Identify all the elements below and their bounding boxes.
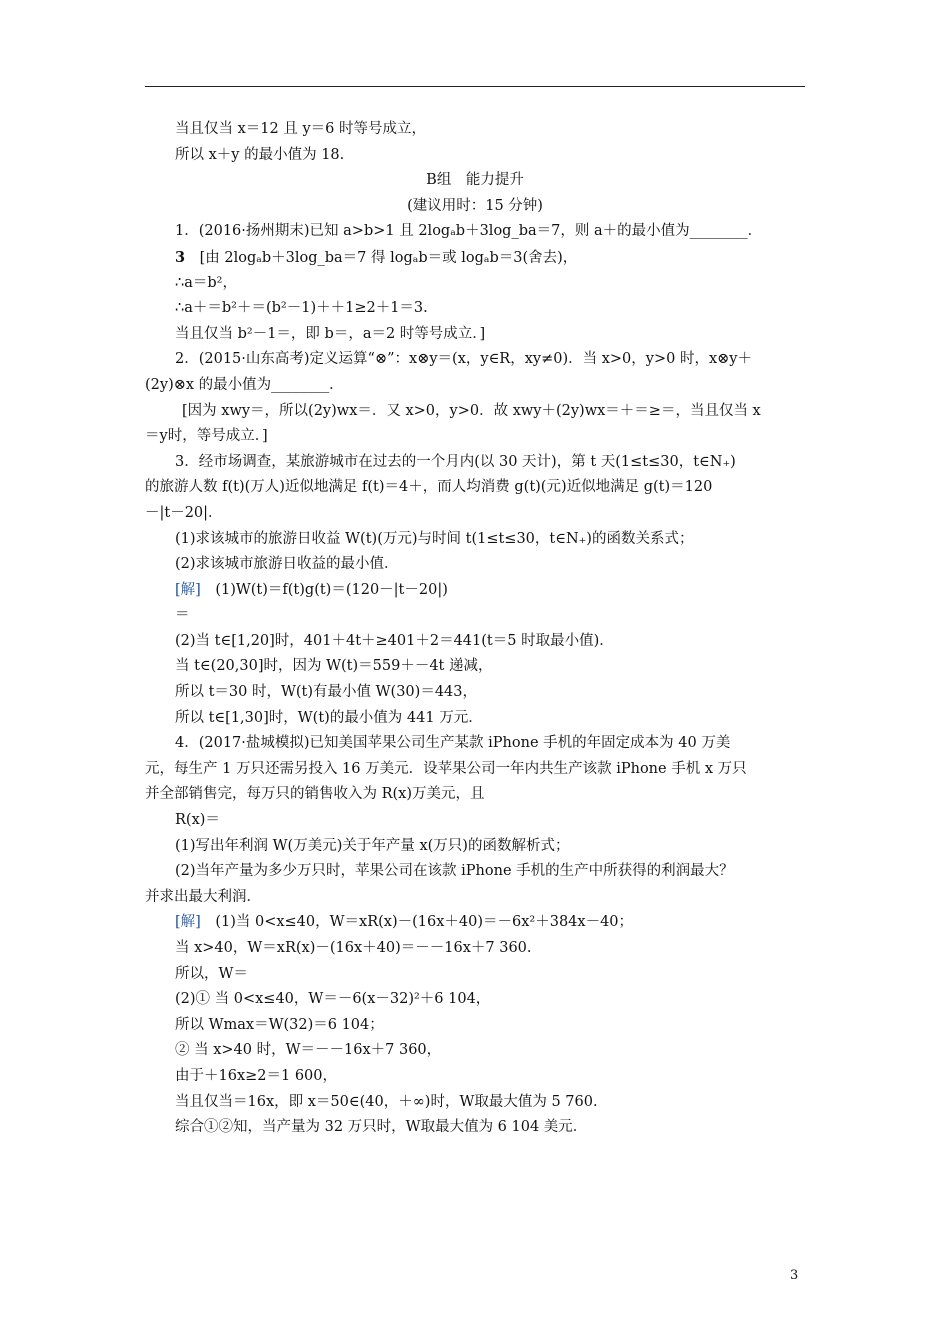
text-line: (2)① 当 0<x≤40，W＝－6(x－32)²＋6 104， <box>175 991 491 1008</box>
text-line: (2y)⊗x 的最小值为________． <box>145 376 344 393</box>
page-number: 3 <box>790 1268 799 1283</box>
text-line: 3 [由 2logₐb＋3log_ba＝7 得 logₐb＝或 logₐb＝3(舍去)， <box>175 248 578 266</box>
text-line: 当且仅当＝16x，即 x＝50∈(40，＋∞)时，W取最大值为 5 760. <box>175 1093 598 1110</box>
document-body <box>145 117 805 1141</box>
text-line: (2)求该城市旅游日收益的最小值． <box>175 556 399 573</box>
text-line: (1)写出年利润 W(万美元)关于年产量 x(万只)的函数解析式； <box>175 837 570 854</box>
text-line: 3．经市场调查，某旅游城市在过去的一个月内(以 30 天计)，第 t 天(1≤t≤30，t∈N₊) <box>175 453 736 470</box>
text-line: [解] (1)当 0<x≤40，W＝xR(x)－(16x＋40)＝－6x²＋384x－40； <box>175 914 634 931</box>
text-line: ∴a＝b²， <box>175 274 237 291</box>
text-line: (2)当年产量为多少万只时，苹果公司在该款 iPhone 手机的生产中所获得的利润最大？ <box>175 863 734 880</box>
solution-label: [解] <box>175 914 201 931</box>
text-line: 由于＋16x≥2＝1 600， <box>175 1067 338 1084</box>
text-line: 所以 t∈[1,30]时，W(t)的最小值为 441 万元． <box>175 709 483 726</box>
text-line: ∴a＋＝b²＋＝(b²－1)＋＋1≥2＋1＝3. <box>175 300 428 317</box>
text-line: 所以 t＝30 时，W(t)有最小值 W(30)＝443， <box>175 684 477 701</box>
text-line: 4．(2017·盐城模拟)已知美国苹果公司生产某款 iPhone 手机的年固定成本为 40 万美 <box>175 735 731 752</box>
text-line: 综合①②知，当产量为 32 万只时，W取最大值为 6 104 美元． <box>175 1119 588 1136</box>
text-line: ＝ <box>175 607 190 624</box>
header-rule <box>145 86 805 87</box>
text-line: 并求出最大利润． <box>145 888 261 905</box>
text-line: (2)当 t∈[1,20]时，401＋4t＋≥401＋2＝441(t＝5 时取最小值)． <box>175 632 614 649</box>
text-line: 2．(2015·山东高考)定义运算“⊗”：x⊗y＝(x，y∈R，xy≠0)．当 x>0，y>0 时，x⊗y＋ <box>175 351 752 368</box>
text-line: ② 当 x>40 时，W＝－－16x＋7 360， <box>175 1042 442 1059</box>
text-line: R(x)＝ <box>175 812 220 829</box>
solution-label: [解] <box>175 581 201 598</box>
text-line: (1)求该城市的旅游日收益 W(t)(万元)与时间 t(1≤t≤30，t∈N₊)的函数关系式； <box>175 530 694 547</box>
text-line: －|t－20|． <box>145 504 223 521</box>
text-line: 所以 Wmax＝W(32)＝6 104； <box>175 1016 384 1033</box>
text-line: 当且仅当 x＝12 且 y＝6 时等号成立， <box>175 121 426 137</box>
answer-number: 3 <box>175 248 186 266</box>
text-line: [解] (1)W(t)＝f(t)g(t)＝(120－|t－20|) <box>175 581 448 598</box>
text-line: 并全部销售完，每万只的销售收入为 R(x)万美元，且 <box>145 786 485 803</box>
text-line: 的旅游人数 f(t)(万人)近似地满足 f(t)＝4＋，而人均消费 g(t)(元)近似地满足 g(t)＝120 <box>145 479 713 496</box>
text-line: 所以 x＋y 的最小值为 18. <box>175 146 345 163</box>
text-line: 当 t∈(20,30]时，因为 W(t)＝559＋－4t 递减， <box>175 658 493 675</box>
text-line: [因为 xwy＝，所以(2y)wx＝．又 x>0，y>0．故 xwy＋(2y)wx＝＋＝≥＝，当且仅当 x <box>182 402 761 419</box>
text-line: (建议用时：15 分钟) <box>407 197 543 214</box>
text-line: 所以，W＝ <box>175 965 248 982</box>
text-line: B组 能力提升 <box>426 172 524 189</box>
text-line: ＝y时，等号成立．] <box>145 428 268 445</box>
text-line: 当 x>40，W＝xR(x)－(16x＋40)＝－－16x＋7 360. <box>175 940 532 956</box>
text-line: 当且仅当 b²－1＝，即 b＝，a＝2 时等号成立．] <box>175 325 486 342</box>
text-line: 1．(2016·扬州期末)已知 a>b>1 且 2logₐb＋3log_ba＝7，则 a＋的最小值为________． <box>175 223 763 240</box>
text-line: 元，每生产 1 万只还需另投入 16 万美元．设苹果公司一年内共生产该款 iPhone 手机 x 万只 <box>145 760 747 777</box>
